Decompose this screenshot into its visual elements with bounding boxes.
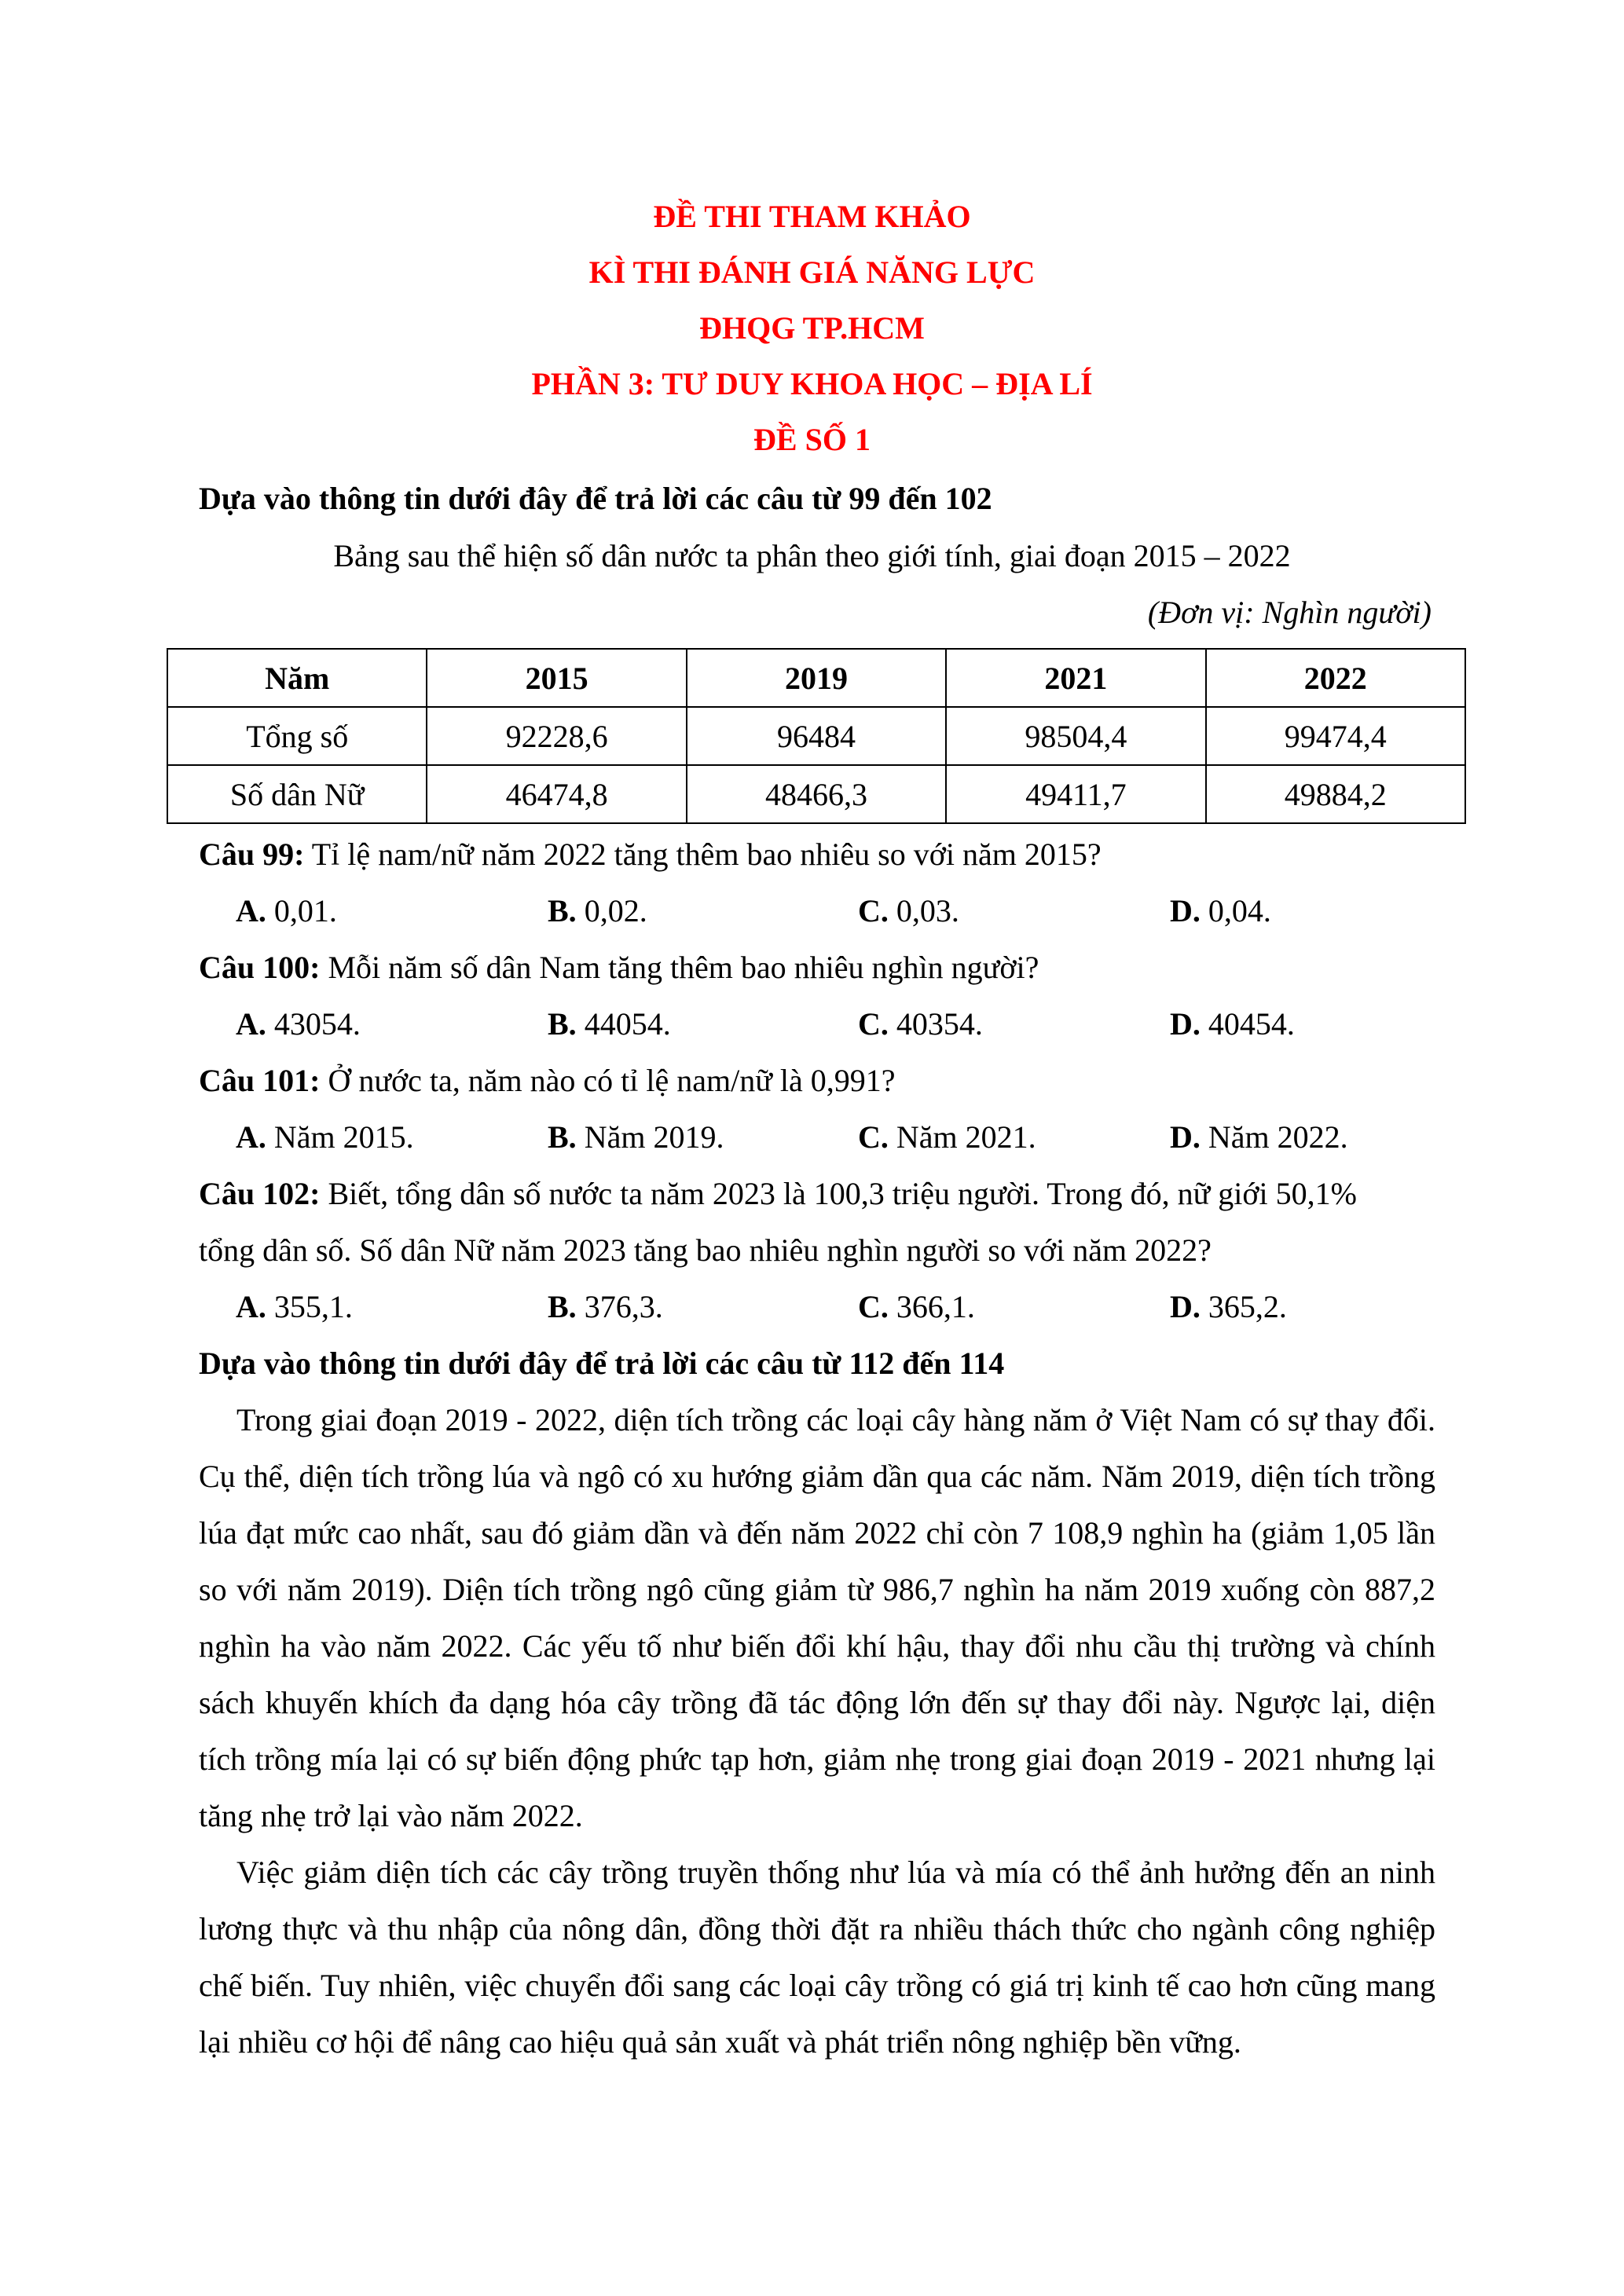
option-value: 43054. xyxy=(266,1006,361,1042)
table-unit: (Đơn vị: Nghìn người) xyxy=(1147,595,1432,630)
option-value: 0,02. xyxy=(576,893,647,928)
option-a[interactable] xyxy=(236,1118,414,1157)
option-key: A. xyxy=(236,1006,266,1042)
section1-intro: Dựa vào thông tin dưới đây để trả lời các câu từ 99 đến 102 xyxy=(199,481,992,516)
option-b[interactable] xyxy=(548,892,647,931)
table-row xyxy=(167,707,1465,765)
option-key: C. xyxy=(858,1119,889,1155)
option-value: 40354. xyxy=(888,1006,983,1042)
question-label: Câu 100: xyxy=(199,950,321,985)
option-key: B. xyxy=(548,1289,577,1324)
question-text: Mỗi năm số dân Nam tăng thêm bao nhiêu nghìn người? xyxy=(320,950,1039,985)
option-key: D. xyxy=(1170,1006,1201,1042)
section-title: PHẦN 3: TƯ DUY KHOA HỌC – ĐỊA LÍ xyxy=(531,366,1093,401)
question-label: Câu 102: xyxy=(199,1176,321,1211)
table-cell: 46474,8 xyxy=(427,765,686,823)
option-value: 0,04. xyxy=(1200,893,1271,928)
option-c[interactable] xyxy=(858,1287,975,1327)
population-table xyxy=(167,648,1466,824)
option-key: D. xyxy=(1170,1289,1201,1324)
table-cell: 92228,6 xyxy=(427,707,686,765)
option-key: A. xyxy=(236,1119,266,1155)
option-key: C. xyxy=(858,1289,889,1324)
option-b[interactable] xyxy=(548,1287,663,1327)
option-value: 365,2. xyxy=(1200,1289,1287,1324)
option-key: B. xyxy=(548,1006,577,1042)
option-value: 40454. xyxy=(1200,1006,1295,1042)
option-a[interactable] xyxy=(236,892,337,931)
option-value: Năm 2019. xyxy=(576,1119,724,1155)
option-key: A. xyxy=(236,1289,266,1324)
option-key: B. xyxy=(548,1119,577,1155)
option-key: C. xyxy=(858,893,889,928)
option-c[interactable] xyxy=(858,892,959,931)
question-label: Câu 101: xyxy=(199,1063,321,1098)
table-cell: 96484 xyxy=(687,707,946,765)
question-99 xyxy=(199,835,1102,874)
option-a[interactable] xyxy=(236,1005,361,1044)
paragraph-1-text: Trong giai đoạn 2019 - 2022, diện tích trồng các loại cây hàng năm ở Việt Nam có sự thay đổi. Cụ thể, diện tích trồng lúa và ngô có xu hướng giảm dần qua các năm. Năm 2019, diện tích trồng lúa đạt mức cao nhất, sau đó giảm dần và đến năm 2022 chỉ còn 7 108,9 nghìn ha (giảm 1,05 lần so với năm 2019). Diện tích trồng ngô cũng giảm từ 986,7 nghìn ha năm 2019 xuống còn 887,2 nghìn ha vào năm 2022. Các yếu tố như biến đổi khí hậu, thay đổi nhu cầu thị trường và chính sách khuyến khích đa dạng hóa cây trồng đã tác động lớn đến sự thay đổi này. Ngược lại, diện tích trồng mía lại có sự biến động phức tạp hơn, giảm nhẹ trong giai đoạn 2019 - 2021 nhưng lại tăng nhẹ trở lại vào năm 2022. xyxy=(199,1402,1435,1833)
option-d[interactable] xyxy=(1170,892,1271,931)
question-102 xyxy=(199,1174,1357,1214)
option-value: 44054. xyxy=(576,1006,671,1042)
question-102-continued: tổng dân số. Số dân Nữ năm 2023 tăng bao nhiêu nghìn người so với năm 2022? xyxy=(199,1232,1212,1268)
table-cell: Số dân Nữ xyxy=(167,765,427,823)
paragraph-2 xyxy=(199,1844,1435,2071)
table-cell: 99474,4 xyxy=(1206,707,1465,765)
exam-number: ĐỀ SỐ 1 xyxy=(753,422,871,457)
question-100 xyxy=(199,948,1039,987)
question-101 xyxy=(199,1061,896,1100)
table-header-cell: 2019 xyxy=(687,649,946,707)
option-key: A. xyxy=(236,893,266,928)
option-a[interactable] xyxy=(236,1287,353,1327)
option-key: C. xyxy=(858,1006,889,1042)
table-cell: Tổng số xyxy=(167,707,427,765)
exam-title: ĐỀ THI THAM KHẢO xyxy=(653,199,971,234)
section2-intro: Dựa vào thông tin dưới đây để trả lời các câu từ 112 đến 114 xyxy=(199,1346,1005,1381)
table-row xyxy=(167,765,1465,823)
option-c[interactable] xyxy=(858,1005,983,1044)
option-value: 0,01. xyxy=(266,893,337,928)
option-d[interactable] xyxy=(1170,1005,1295,1044)
table-cell: 98504,4 xyxy=(946,707,1205,765)
option-d[interactable] xyxy=(1170,1287,1287,1327)
option-value: Năm 2015. xyxy=(266,1119,414,1155)
option-value: Năm 2021. xyxy=(888,1119,1036,1155)
option-value: Năm 2022. xyxy=(1200,1119,1348,1155)
table-cell: 49411,7 xyxy=(946,765,1205,823)
question-label: Câu 99: xyxy=(199,837,305,872)
university-name: ĐHQG TP.HCM xyxy=(699,310,925,346)
table-header-cell: Năm xyxy=(167,649,427,707)
option-key: B. xyxy=(548,893,577,928)
option-d[interactable] xyxy=(1170,1118,1348,1157)
table-header-cell: 2021 xyxy=(946,649,1205,707)
table-caption: Bảng sau thể hiện số dân nước ta phân theo giới tính, giai đoạn 2015 – 2022 xyxy=(333,538,1291,573)
paragraph-2-text: Việc giảm diện tích các cây trồng truyền thống như lúa và mía có thể ảnh hưởng đến an ninh lương thực và thu nhập của nông dân, đồng thời đặt ra nhiều thách thức cho ngành công nghiệp chế biến. Tuy nhiên, việc chuyển đổi sang các loại cây trồng có giá trị kinh tế cao hơn cũng mang lại nhiều cơ hội để nâng cao hiệu quả sản xuất và phát triển nông nghiệp bền vững. xyxy=(199,1855,1435,2060)
option-key: D. xyxy=(1170,1119,1201,1155)
question-text: Ở nước ta, năm nào có tỉ lệ nam/nữ là 0,991? xyxy=(320,1063,896,1098)
table-header-row xyxy=(167,649,1465,707)
option-b[interactable] xyxy=(548,1118,724,1157)
exam-subtitle: KÌ THI ĐÁNH GIÁ NĂNG LỰC xyxy=(588,255,1036,290)
option-value: 0,03. xyxy=(888,893,959,928)
question-text: Tỉ lệ nam/nữ năm 2022 tăng thêm bao nhiêu so với năm 2015? xyxy=(304,837,1102,872)
table-cell: 48466,3 xyxy=(687,765,946,823)
option-value: 355,1. xyxy=(266,1289,353,1324)
option-value: 376,3. xyxy=(576,1289,663,1324)
table-header-cell: 2022 xyxy=(1206,649,1465,707)
option-value: 366,1. xyxy=(888,1289,975,1324)
option-b[interactable] xyxy=(548,1005,671,1044)
table-header-cell: 2015 xyxy=(427,649,686,707)
table-cell: 49884,2 xyxy=(1206,765,1465,823)
option-key: D. xyxy=(1170,893,1201,928)
paragraph-1 xyxy=(199,1392,1435,1844)
option-c[interactable] xyxy=(858,1118,1036,1157)
question-text: Biết, tổng dân số nước ta năm 2023 là 100,3 triệu người. Trong đó, nữ giới 50,1% xyxy=(320,1176,1357,1211)
